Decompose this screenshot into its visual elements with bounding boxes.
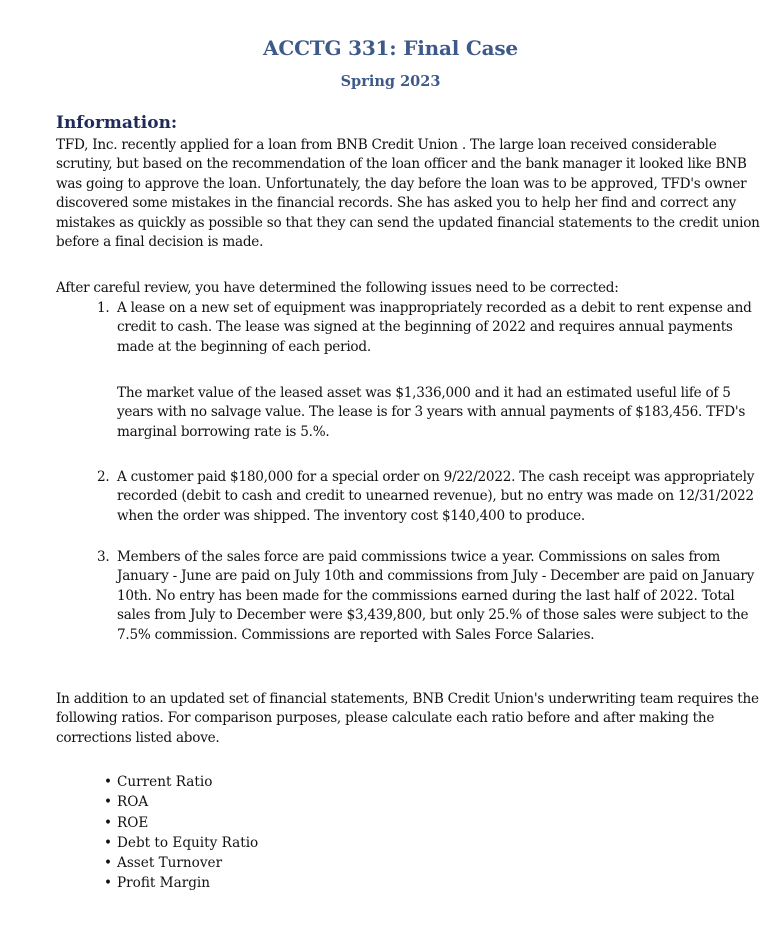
ratio-item-asset-turnover: • Asset Turnover [104,853,258,873]
ratios-intro: In addition to an updated set of financial statements, BNB Credit Union's underwriting team requires the following ratios. For comparison purposes, please calculate each ratio before and after making the corrections listed above. [56,691,759,746]
ratio-list [104,772,258,894]
ratio-item-current-ratio: • Current Ratio [104,772,258,792]
issue-number: 1. [97,300,110,316]
issue-text: Members of the sales force are paid commissions twice a year. Commissions on sales from January - June are paid on July 10th and commissions from July - December are paid on January 10th. No entry has been made for the commissions earned during the last half of 2022. Total sales from July to December were $3,439,800, but only 25.% of those sales were subject to the 7.5% commission. Commissions are reported with Sales Force Salaries. [117,549,754,643]
issue-text: A lease on a new set of equipment was inappropriately recorded as a debit to rent expense and credit to cash. The lease was signed at the beginning of 2022 and requires annual payments made at the beginning of each period. [117,300,752,355]
issue-text: A customer paid $180,000 for a special order on 9/22/2022. The cash receipt was appropriately recorded (debit to cash and credit to unearned revenue), but no entry was made on 12/31/2022 when the order was shipped. The inventory cost $140,400 to produce. [117,469,755,524]
ratio-item-roa: • ROA [104,792,258,812]
issue-item-1-detail: The market value of the leased asset was $1,336,000 and it had an estimated useful life of 5 years with no salvage value. The lease is for 3 years with annual payments of $183,456. TFD's marginal borrowing rate is 5.%. [117,385,746,440]
issue-number: 2. [97,469,110,485]
issue-item-3 [97,548,767,645]
ratio-item-profit-margin: • Profit Margin [104,873,258,893]
ratio-item-debt-to-equity: • Debt to Equity Ratio [104,833,258,853]
issue-item-1 [97,299,767,357]
document-subtitle: Spring 2023 [340,73,441,90]
issues-intro: After careful review, you have determined the following issues need to be corrected: [56,280,619,296]
information-paragraph: TFD, Inc. recently applied for a loan from BNB Credit Union . The large loan received considerable scrutiny, but based on the recommendation of the loan officer and the bank manager it looked like BNB was going to approve the loan. Unfortunately, the day before the loan was to be approved, TFD's owner discovered some mistakes in the financial records. She has asked you to help her find and correct any mistakes as quickly as possible so that they can send the updated financial statements to the credit union before a final decision is made. [56,137,760,251]
ratio-item-roe: • ROE [104,813,258,833]
issue-item-2 [97,468,767,526]
document-title: ACCTG 331: Final Case [263,36,518,60]
information-heading: Information: [56,113,178,133]
issue-number: 3. [97,549,110,565]
